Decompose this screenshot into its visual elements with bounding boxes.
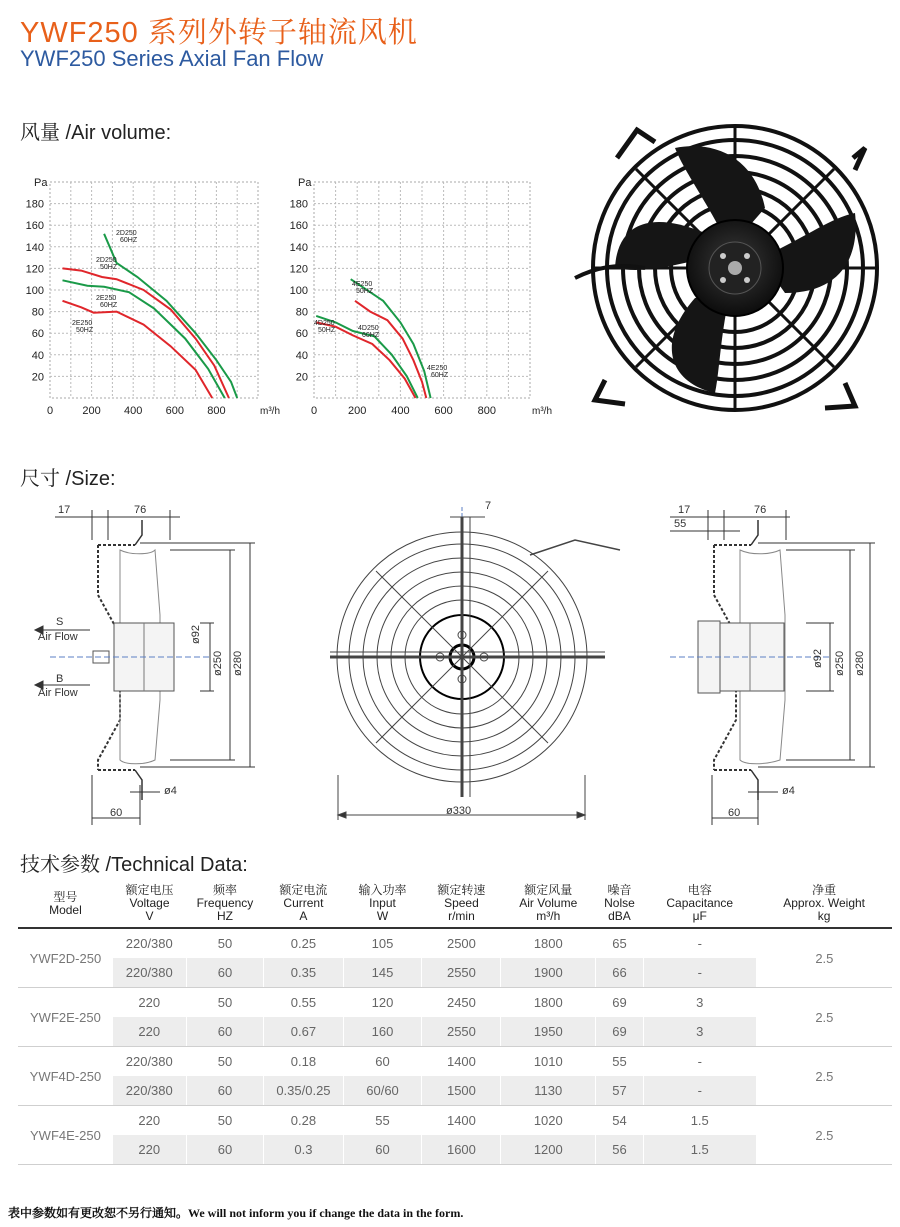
table-cell: 220/380 (113, 958, 186, 988)
y-tick-label: 60 (31, 328, 44, 341)
table-cell: 50 (186, 988, 264, 1018)
x-tick-label: 200 (348, 405, 367, 417)
header-cn: 电容 (687, 883, 712, 897)
header-en: Air Volume (519, 896, 578, 910)
table-cell: 1600 (422, 1135, 501, 1165)
header-cn: 型号 (53, 889, 78, 904)
dim-front-7: 7 (485, 500, 492, 512)
table-cell: 55 (596, 1047, 644, 1077)
table-cell: 2550 (422, 958, 501, 988)
table-cell: 0.3 (264, 1135, 343, 1165)
series-label: 2D250 (116, 230, 137, 237)
table-cell: 2500 (422, 928, 501, 958)
series-line (63, 301, 213, 398)
header-cn: 净重 (812, 883, 837, 897)
header-unit: V (145, 909, 154, 923)
table-row (18, 928, 892, 958)
weight-cell: 2.5 (756, 1047, 892, 1106)
table-header-cell (422, 880, 501, 928)
header-unit: m³/h (536, 909, 561, 923)
header-en: Voltage (129, 896, 170, 910)
series-label: 4E250 (427, 365, 448, 372)
header-cn: 输入功率 (358, 883, 407, 897)
y-tick-label: 120 (25, 263, 44, 276)
series-label-sub: 50HZ (356, 288, 374, 295)
table-header-cell (596, 880, 644, 928)
header-unit: A (299, 909, 308, 923)
table-cell: 105 (343, 928, 422, 958)
table-header-cell (501, 880, 596, 928)
header-cn: 额定转速 (437, 883, 486, 897)
dim-right-250: ø250 (834, 650, 846, 676)
y-tick-label: 100 (289, 285, 308, 297)
table-cell: 0.35 (264, 958, 343, 988)
y-tick-label: 160 (25, 220, 44, 233)
dim-right-92: ø92 (812, 649, 824, 668)
x-tick-label: 600 (434, 405, 453, 417)
dim-left-250: ø250 (212, 650, 224, 676)
y-tick-label: 180 (289, 198, 308, 211)
section-air-volume: 风量 /Air volume: (20, 122, 172, 144)
table-cell: 1950 (501, 1017, 596, 1047)
dim-left-60: 60 (110, 807, 123, 819)
table-cell: 60 (186, 1135, 264, 1165)
table-header-cell (643, 880, 756, 928)
x-tick-label: 200 (82, 405, 101, 417)
table-header-row (18, 880, 892, 928)
header-cn: 额定电流 (279, 883, 328, 897)
table-cell: - (643, 1076, 756, 1106)
front-view-drawing (320, 495, 625, 825)
table-cell: 0.28 (264, 1106, 343, 1136)
y-tick-label: 100 (25, 285, 44, 297)
table-cell: 2450 (422, 988, 501, 1018)
weight-cell: 2.5 (756, 928, 892, 988)
series-label: 2D250 (96, 257, 117, 264)
y-tick-label: 80 (31, 306, 44, 319)
table-cell: 0.25 (264, 928, 343, 958)
footnote: 表中参数如有更改恕不另行通知。We will not inform you if change the data in the form. (8, 1206, 464, 1220)
table-cell: 60 (186, 1017, 264, 1047)
header-cn: 噪音 (607, 883, 632, 897)
table-cell: 220 (113, 1106, 186, 1136)
table-cell: 2550 (422, 1017, 501, 1047)
table-cell: 220/380 (113, 1047, 186, 1077)
y-tick-label: 160 (289, 220, 308, 233)
x-tick-label: 400 (391, 405, 410, 417)
dim-left-92: ø92 (190, 625, 202, 644)
dim-left-4: ø4 (164, 785, 177, 797)
series-label-sub: 50HZ (76, 327, 94, 334)
table-cell: 1800 (501, 928, 596, 958)
table-cell: 1400 (422, 1106, 501, 1136)
table-cell: 1800 (501, 988, 596, 1018)
label-s: S (56, 616, 64, 628)
table-cell: 1900 (501, 958, 596, 988)
table-cell: 50 (186, 1047, 264, 1077)
series-label-sub: 50HZ (318, 327, 336, 334)
table-cell: 120 (343, 988, 422, 1018)
section-size: 尺寸 /Size: (20, 468, 116, 490)
table-cell: 69 (596, 1017, 644, 1047)
header-unit: dBA (608, 909, 631, 923)
series-label: 2E250 (72, 320, 93, 327)
header-en: Model (49, 902, 82, 917)
table-cell: 0.18 (264, 1047, 343, 1077)
table-cell: 65 (596, 928, 644, 958)
header-en: Speed (444, 896, 479, 910)
model-cell: YWF2D-250 (18, 928, 113, 988)
dim-right-76: 76 (754, 504, 767, 516)
table-row (18, 1106, 892, 1136)
table-cell: 1200 (501, 1135, 596, 1165)
table-cell: 220 (113, 1017, 186, 1047)
table-cell: 56 (596, 1135, 644, 1165)
x-axis-label: m³/h (260, 406, 280, 417)
table-cell: 60 (343, 1135, 422, 1165)
dim-right-55: 55 (674, 518, 687, 530)
table-cell: 66 (596, 958, 644, 988)
table-cell: 3 (643, 1017, 756, 1047)
series-label: 4E250 (352, 281, 373, 288)
dim-right-60: 60 (728, 807, 741, 819)
fan-product-image (555, 118, 895, 418)
weight-cell: 2.5 (756, 1106, 892, 1165)
series-label-sub: 60HZ (100, 302, 118, 309)
y-tick-label: 40 (31, 349, 44, 362)
table-header-cell (343, 880, 422, 928)
table-cell: 50 (186, 1106, 264, 1136)
series-label-sub: 60HZ (120, 237, 138, 244)
y-tick-label: 60 (295, 328, 308, 341)
table-cell: 1.5 (643, 1135, 756, 1165)
model-cell: YWF4D-250 (18, 1047, 113, 1106)
dim-right-280: ø280 (854, 650, 866, 676)
y-tick-label: 80 (295, 306, 308, 319)
dim-right-4: ø4 (782, 785, 795, 797)
table-cell: 0.67 (264, 1017, 343, 1047)
label-b-airflow: Air Flow (38, 687, 78, 699)
table-cell: 1.5 (643, 1106, 756, 1136)
y-axis-label: Pa (298, 177, 312, 189)
table-header-cell (186, 880, 264, 928)
x-tick-label: 0 (310, 405, 318, 417)
table-cell: 220/380 (113, 1076, 186, 1106)
header-unit: HZ (216, 909, 233, 923)
table-cell: 3 (643, 988, 756, 1018)
table-cell: 220 (113, 1135, 186, 1165)
weight-cell: 2.5 (756, 988, 892, 1047)
table-header-cell (264, 880, 343, 928)
model-cell: YWF4E-250 (18, 1106, 113, 1165)
table-cell: - (643, 958, 756, 988)
label-b: B (56, 673, 64, 685)
table-cell: 57 (596, 1076, 644, 1106)
y-tick-label: 140 (289, 241, 308, 254)
table-cell: 1010 (501, 1047, 596, 1077)
x-tick-label: 400 (124, 405, 143, 417)
table-cell: 1020 (501, 1106, 596, 1136)
table-cell: 145 (343, 958, 422, 988)
series-label: 4D250 (358, 325, 379, 332)
header-unit: kg (817, 909, 831, 923)
dim-left-17: 17 (58, 504, 71, 516)
y-tick-label: 20 (31, 371, 44, 384)
table-cell: 69 (596, 988, 644, 1018)
x-axis-label: m³/h (532, 406, 552, 417)
table-cell: 60 (186, 1076, 264, 1106)
table-cell: 1400 (422, 1047, 501, 1077)
side-view-drawing-s (10, 495, 310, 830)
table-row (18, 1047, 892, 1077)
header-unit: W (376, 909, 389, 923)
dim-front-330: ø330 (446, 805, 472, 817)
technical-data-table (18, 880, 892, 1165)
y-tick-label: 180 (25, 198, 44, 211)
y-tick-label: 140 (25, 241, 44, 254)
x-tick-label: 800 (477, 405, 496, 417)
table-cell: 54 (596, 1106, 644, 1136)
dim-left-280: ø280 (232, 650, 244, 676)
table-cell: 220 (113, 988, 186, 1018)
dim-left-76: 76 (134, 504, 147, 516)
series-label-sub: 60HZ (431, 372, 449, 379)
x-tick-label: 0 (46, 405, 54, 417)
label-s-airflow: Air Flow (38, 631, 78, 643)
table-header-cell (113, 880, 186, 928)
table-cell: 55 (343, 1106, 422, 1136)
table-cell: 60/60 (343, 1076, 422, 1106)
series-label-sub: 60HZ (362, 332, 380, 339)
table-cell: 1130 (501, 1076, 596, 1106)
table-cell: 160 (343, 1017, 422, 1047)
header-en: Nolse (604, 896, 635, 910)
header-en: Input (369, 896, 396, 910)
title-english: YWF250 Series Axial Fan Flow (20, 46, 324, 71)
dim-right-17: 17 (678, 504, 691, 516)
y-tick-label: 120 (289, 263, 308, 276)
series-label-sub: 50HZ (100, 264, 118, 271)
y-axis-label: Pa (34, 177, 48, 189)
header-cn: 频率 (212, 883, 237, 897)
y-tick-label: 40 (295, 349, 308, 362)
series-label: 4D250 (314, 320, 335, 327)
header-en: Current (283, 896, 324, 910)
table-cell: 0.55 (264, 988, 343, 1018)
header-unit: μF (692, 909, 707, 923)
table-cell: - (643, 928, 756, 958)
header-en: Approx. Weight (783, 896, 866, 910)
table-header-cell (756, 880, 892, 928)
table-cell: 1500 (422, 1076, 501, 1106)
header-unit: r/min (448, 909, 475, 923)
header-en: Capacitance (666, 896, 734, 910)
series-label: 2E250 (96, 295, 117, 302)
x-tick-label: 600 (165, 405, 184, 417)
air-volume-chart-2pole (18, 170, 280, 425)
header-cn: 额定电压 (125, 883, 174, 897)
table-cell: - (643, 1047, 756, 1077)
air-volume-chart-4pole (282, 170, 552, 425)
section-technical-data: 技术参数 /Technical Data: (20, 854, 248, 876)
table-cell: 0.35/0.25 (264, 1076, 343, 1106)
header-en: Frequency (196, 896, 254, 910)
title-chinese: YWF250 系列外转子轴流风机 (20, 17, 418, 49)
table-row (18, 988, 892, 1018)
y-tick-label: 20 (295, 371, 308, 384)
table-cell: 50 (186, 928, 264, 958)
header-cn: 额定风量 (524, 883, 573, 897)
table-header-cell (18, 880, 113, 928)
table-cell: 60 (343, 1047, 422, 1077)
table-cell: 60 (186, 958, 264, 988)
table-cell: 220/380 (113, 928, 186, 958)
model-cell: YWF2E-250 (18, 988, 113, 1047)
x-tick-label: 800 (207, 405, 226, 417)
